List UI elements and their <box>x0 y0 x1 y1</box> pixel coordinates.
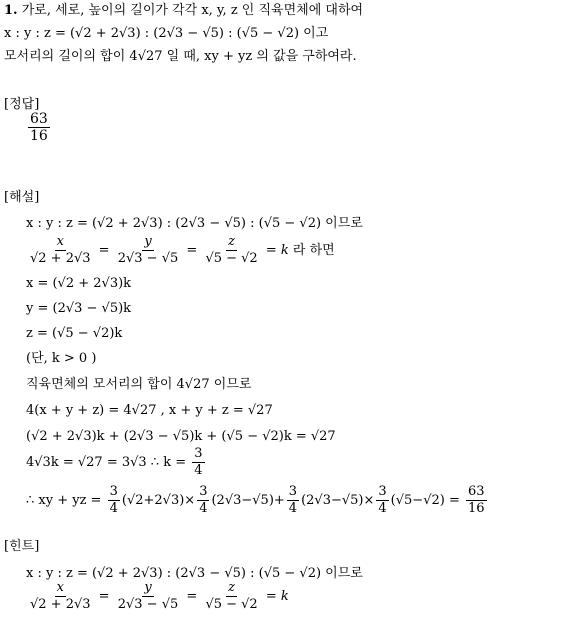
hint-heading: [힌트] <box>4 539 40 554</box>
solution-line-8: 4(x + y + z) = 4√27 , x + y + z = √27 <box>26 403 273 418</box>
problem-text-1: 가로, 세로, 높이의 길이가 각각 x, y, z 인 직육면체에 대하여 <box>21 3 364 18</box>
solution-line-10 <box>26 446 207 486</box>
solution-line-9: (√2 + 2√3)k + (2√3 − √5)k + (√5 − √2)k = √27 <box>26 429 336 444</box>
solution-line-7: 직육면체의 모서리의 합이 4√27 이므로 <box>26 377 252 392</box>
solution-line-10-text: 4√3k = √27 = 3√3 ∴ k = <box>26 455 187 470</box>
solution-k-denominator: 4 <box>194 463 203 478</box>
problem-number: 1. <box>4 3 18 18</box>
solution-heading: [해설] <box>4 190 40 205</box>
solution-line-11-lead: ∴ xy + yz = <box>26 493 102 508</box>
answer-heading: [정답] <box>4 97 40 112</box>
solution-line-4: y = (2√3 − √5)k <box>26 301 132 316</box>
answer-denominator: 16 <box>30 128 48 144</box>
problem-line-2: x : y : z = (√2 + 2√3) : (2√3 − √5) : (√5 − √2) 이고 <box>4 26 329 41</box>
problem-line-1 <box>4 2 363 20</box>
answer-numerator: 63 <box>30 111 48 127</box>
hint-line-2: $\frac{x}{√2 + 2√3}$ = $\frac{y}{2√3 - √5}$ = $\frac{z}{√5 - √2}$ = k <box>30 580 289 612</box>
solution-line-2: $\frac{x}{√2 + 2√3}$ = $\frac{y}{2√3 - √5}$ = $\frac{z}{√5 - √2}$ = k 라 하면 <box>30 234 335 266</box>
solution-k-numerator: 3 <box>194 446 203 461</box>
answer-fraction <box>26 111 52 144</box>
solution-line-1: x : y : z = (√2 + 2√3) : (2√3 − √5) : (√5 − √2) 이므로 <box>26 216 363 231</box>
solution-line-5: z = (√5 − √2)k <box>26 326 123 341</box>
solution-line-3: x = (√2 + 2√3)k <box>26 276 132 291</box>
problem-line-3: 모서리의 길이의 합이 4√27 일 때, xy + yz 의 값을 구하여라. <box>4 49 357 64</box>
hint-line-1: x : y : z = (√2 + 2√3) : (2√3 − √5) : (√5 − √2) 이므로 <box>26 566 363 581</box>
solution-line-6: (단, k > 0 ) <box>26 351 97 366</box>
solution-line-2-tail: 라 하면 <box>292 243 335 258</box>
solution-line-11: ∴ xy + yz = $\frac{3}{4}$ (√2+2√3)× $\frac{3}{4}$ (2√3−√5)+ $\frac{3}{4}$ (2√3−√5)× $\frac{3}{4}$ (√5−√2) = $\frac{63}{16}$ <box>26 484 485 516</box>
